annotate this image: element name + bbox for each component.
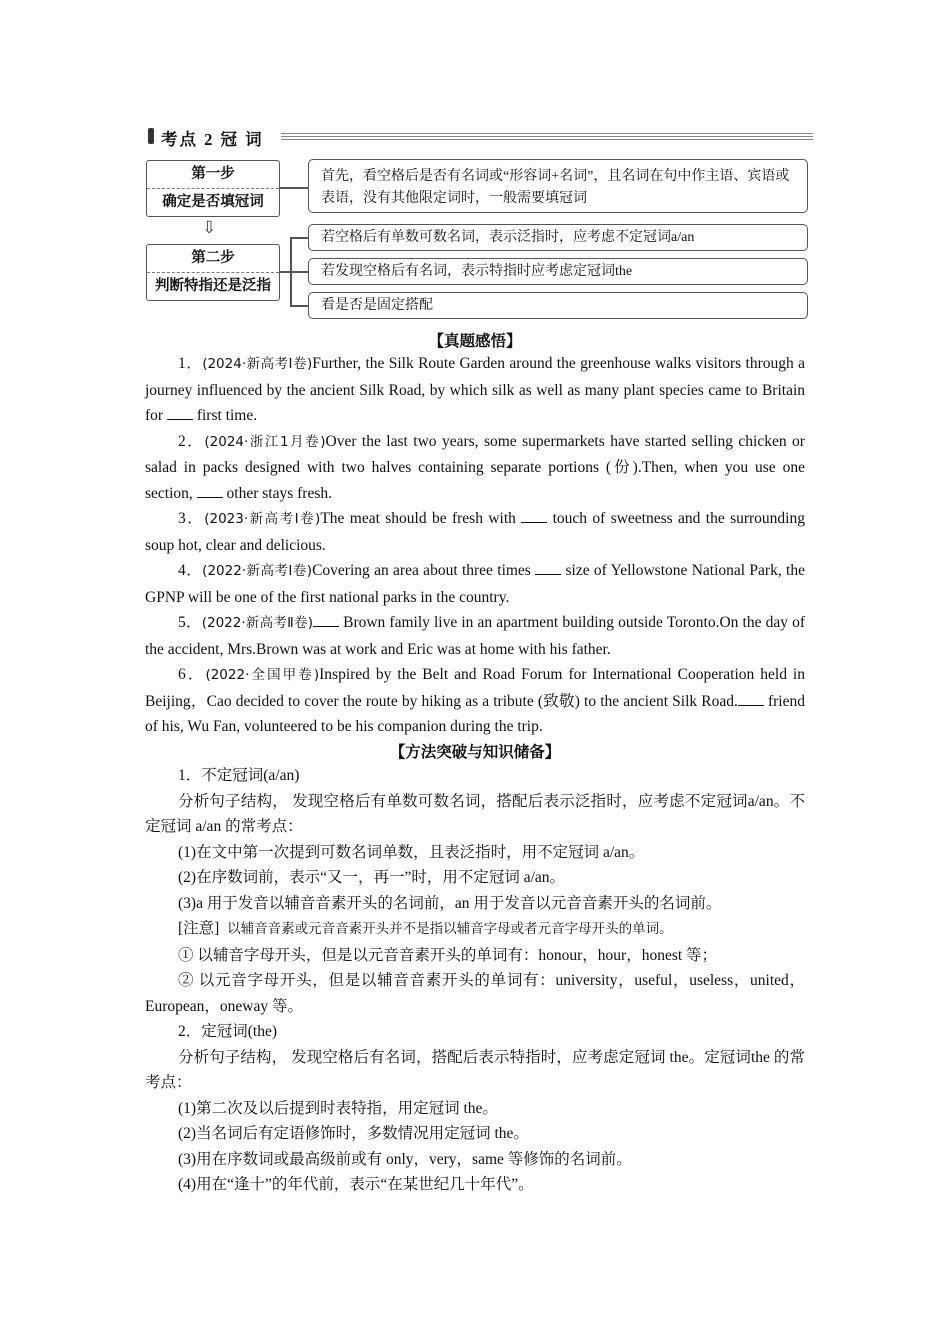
question-5: 5．(2022·新高考Ⅱ卷) Brown family live in an apartment building outside Toronto.On the day of the accident, Mrs.Brown was at work and Eric was at home with his father. <box>145 614 805 658</box>
header-bar-icon <box>148 128 154 144</box>
connector-line <box>290 237 308 239</box>
indef-point-2: (2)在序数词前，表示“又一，再一”时，用不定冠词 a/an。 <box>178 869 566 886</box>
answer-blank <box>535 573 561 575</box>
down-arrow-icon: ⇩ <box>202 218 217 237</box>
question-3: 3．(2023·新高考Ⅰ卷)The meat should be fresh with touch of sweetness and the surrounding soup hot, clear and delicious. <box>145 510 805 554</box>
section2-title: 【方法突破与知识储备】 <box>389 744 561 761</box>
flow-box-3: 若发现空格后有名词，表示特指时应考虑定冠词the <box>308 258 808 285</box>
indef-heading: 1．不定冠词(a/an) <box>178 767 300 784</box>
answer-blank <box>167 418 193 420</box>
flow-box-4: 看是否是固定搭配 <box>308 292 808 319</box>
connector-line <box>290 305 308 307</box>
flow-box-2: 若空格后有单数可数名词，表示泛指时，应考虑不定冠词a/an <box>308 224 808 251</box>
def-intro: 分析句子结构， 发现空格后有名词，搭配后表示特指时，应考虑定冠词 the。定冠词the 的常考点： <box>145 1048 805 1091</box>
indef-note-2: ② 以元音字母开头，但是以辅音音素开头的单词有：university，useful，useless，united，European，oneway 等。 <box>145 972 805 1015</box>
step1-subtitle: 确定是否填冠词 <box>162 194 264 210</box>
answer-blank <box>197 496 223 498</box>
def-heading: 2．定冠词(the) <box>178 1023 278 1040</box>
step2-subtitle: 判断特指还是泛指 <box>155 278 271 294</box>
answer-blank <box>313 625 339 627</box>
indef-point-3: (3)a 用于发音以辅音音素开头的名词前，an 用于发音以元音音素开头的名词前。 <box>178 894 722 912</box>
question-4: 4．(2022·新高考Ⅰ卷)Covering an area about three times size of Yellowstone National Park, the GPNP will be one of the first national parks in the country. <box>145 562 805 606</box>
questions-block <box>145 351 805 740</box>
question-2: 2．(2024·浙江1月卷)Over the last two years, some supermarkets have started selling chicken or salad in packs designed with two halves containing separate portions (份).Then, when you use one section, other stays fresh. <box>145 432 805 502</box>
step1-box <box>146 160 280 217</box>
indef-intro: 分析句子结构， 发现空格后有单数可数名词，搭配后表示泛指时，应考虑不定冠词a/an。不定冠词 a/an 的常考点： <box>145 792 805 835</box>
answer-blank <box>738 704 764 706</box>
def-point-1: (1)第二次及以后提到时表特指，用定冠词 the。 <box>178 1099 498 1117</box>
def-point-3: (3)用在序数词或最高级前或有 only，very，same 等修饰的名词前。 <box>178 1150 632 1168</box>
header-rule <box>281 131 813 140</box>
section1-title: 【真题感悟】 <box>428 333 522 350</box>
step2-box <box>146 244 280 301</box>
answer-blank <box>521 521 547 523</box>
connector-line <box>279 187 309 189</box>
def-point-2: (2)当名词后有定语修饰时，多数情况用定冠词 the。 <box>178 1125 529 1142</box>
connector-line <box>290 271 308 273</box>
question-6: 6．(2022·全国甲卷)Inspired by the Belt and Road Forum for International Cooperation held in Beijing，Cao decided to cover the route by hiking as a tribute (致敬) to the ancient Silk Road. friend of his, Wu Fan, volunteered to be his companion during the trip. <box>145 666 805 735</box>
knowledge-block <box>145 763 805 1198</box>
indef-note-1: ① 以辅音字母开头，但是以元音音素开头的单词有：honour，hour，honest 等； <box>178 946 718 964</box>
section-title: 考点 2 冠 词 <box>161 130 264 149</box>
indef-note: [注意] 以辅音音素或元音音素开头并不是指以辅音字母或者元音字母开头的单词。 <box>178 920 673 937</box>
flow-box-1: 首先，看空格后是否有名词或“形容词+名词”，且名词在句中作主语、宾语或表语，没有其他限定词时，一般需要填冠词 <box>308 159 808 213</box>
step1-title: 第一步 <box>147 161 279 189</box>
def-point-4: (4)用在“逢十”的年代前，表示“在某世纪几十年代”。 <box>178 1176 534 1193</box>
question-1: 1．(2024·新高考Ⅰ卷)Further, the Silk Route Garden around the greenhouse walks visitors through a journey influenced by the ancient Silk Road, by which silk as well as many plant species came to Britain for first time. <box>145 355 805 424</box>
indef-point-1: (1)在文中第一次提到可数名词单数，且表泛指时，用不定冠词 a/an。 <box>178 843 645 861</box>
step2-title: 第二步 <box>147 245 279 273</box>
section-header <box>145 126 813 149</box>
